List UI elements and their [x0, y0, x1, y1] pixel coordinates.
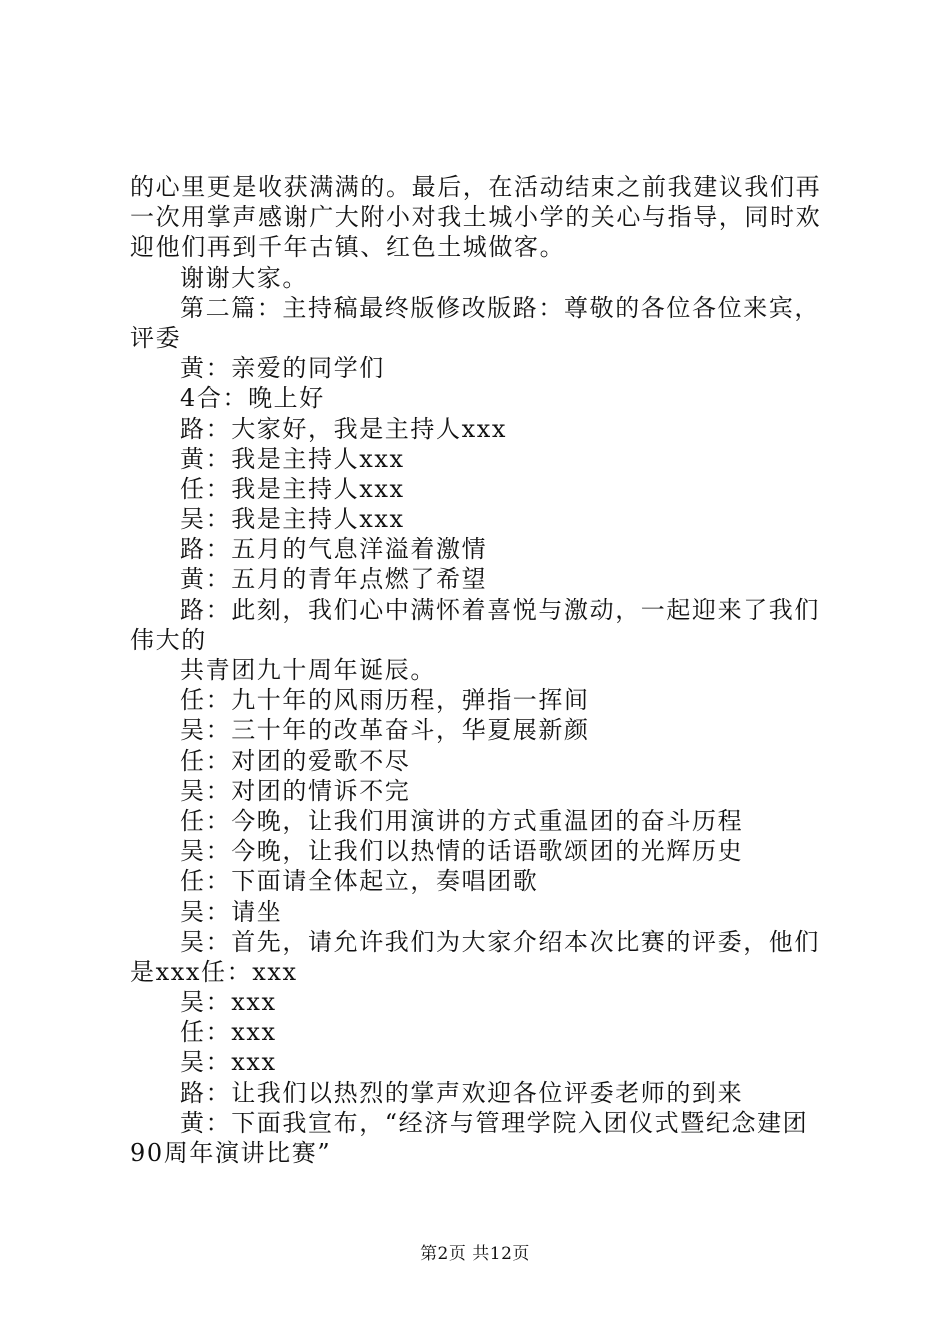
text-line: 吴：三十年的改革奋斗，华夏展新颜: [180, 716, 590, 745]
text-line: 谢谢大家。: [180, 263, 308, 292]
text-line: 90周年演讲比赛”: [130, 1139, 332, 1167]
text-line: 吴：请坐: [180, 897, 283, 926]
text-line: 吴：我是主持人xxx: [180, 505, 405, 534]
text-line: 任：九十年的风雨历程，弹指一挥间: [180, 686, 590, 715]
text-line: 黄：下面我宣布，“经济与管理学院入团仪式暨纪念建团: [180, 1108, 809, 1137]
text-line: 吴：首先，请允许我们为大家介绍本次比赛的评委，他们: [180, 927, 820, 956]
text-line: 黄：我是主持人xxx: [180, 444, 405, 473]
text-line: 吴：xxx: [180, 988, 277, 1017]
text-line: 任：对团的爱歌不尽: [180, 746, 411, 775]
text-line: 路：此刻，我们心中满怀着喜悦与激动，一起迎来了我们: [180, 595, 820, 624]
text-line: 任：我是主持人xxx: [180, 474, 405, 503]
text-line: 路：大家好，我是主持人xxx: [180, 414, 508, 443]
text-line: 路：五月的气息洋溢着激情: [180, 535, 488, 564]
text-line: 4合：晚上好: [180, 384, 325, 413]
text-line: 伟大的: [130, 625, 207, 654]
text-line: 迎他们再到千年古镇、红色土城做客。: [130, 233, 566, 262]
text-line: 路：让我们以热烈的掌声欢迎各位评委老师的到来: [180, 1078, 744, 1107]
text-line: 任：今晚，让我们用演讲的方式重温团的奋斗历程: [180, 806, 744, 835]
text-line: 是xxx任：xxx: [130, 957, 298, 986]
text-line: 评委: [130, 323, 182, 352]
text-line: 的心里更是收获满满的。最后，在活动结束之前我建议我们再: [130, 173, 822, 201]
text-line: 吴：对团的情诉不完: [180, 776, 411, 805]
text-line: 黄：亲爱的同学们: [180, 354, 385, 383]
text-line: 一次用掌声感谢广大附小对我土城小学的关心与指导，同时欢: [130, 203, 822, 232]
text-line: 吴：xxx: [180, 1048, 277, 1077]
text-line: 任：xxx: [180, 1018, 277, 1047]
text-line: 第二篇：主持稿最终版修改版路：尊敬的各位各位来宾，: [180, 293, 820, 322]
text-line: 共青团九十周年诞辰。: [180, 656, 436, 684]
text-line: 吴：今晚，让我们以热情的话语歌颂团的光辉历史: [180, 837, 744, 866]
text-line: 任：下面请全体起立，奏唱团歌: [180, 867, 539, 896]
text-line: 黄：五月的青年点燃了希望: [180, 565, 488, 594]
page-number-footer: 第2页 共12页: [420, 1244, 530, 1264]
document-body: [130, 172, 830, 1168]
